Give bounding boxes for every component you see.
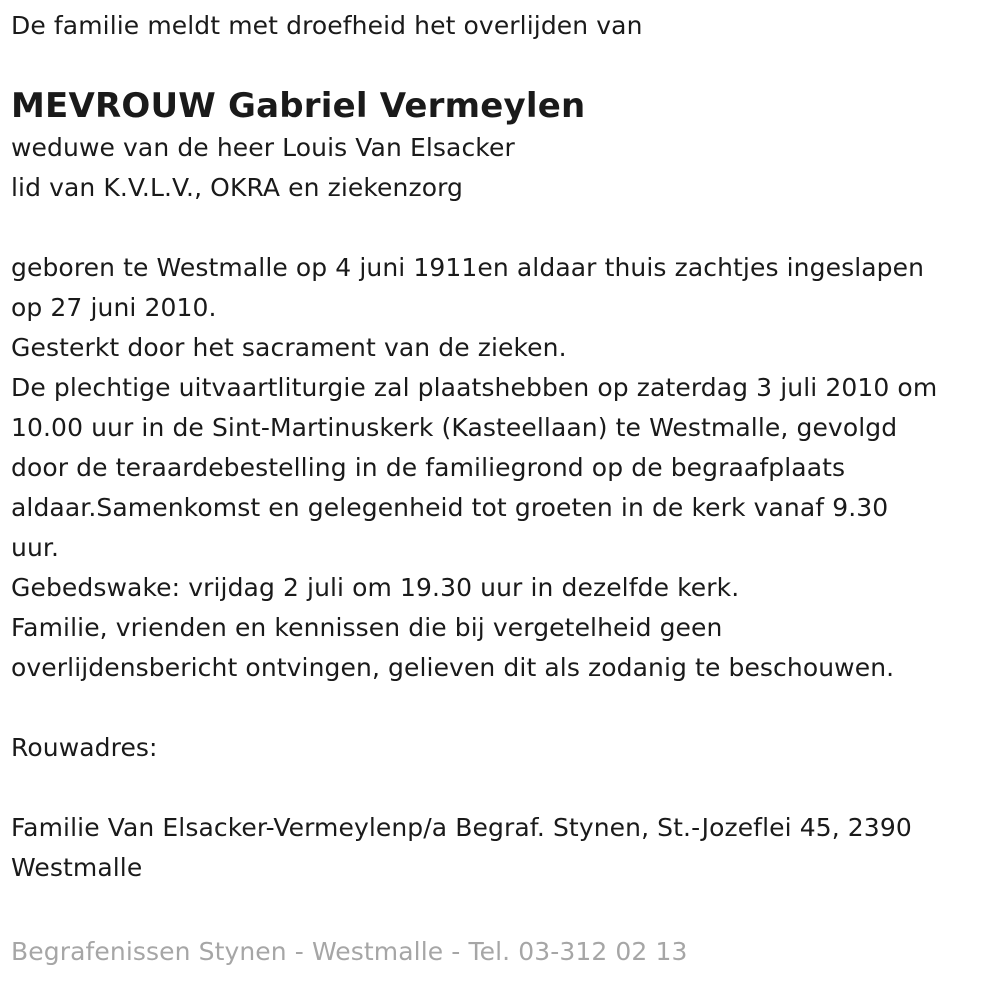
body-line: Gebedswake: vrijdag 2 juli om 19.30 uur in dezelfde kerk.	[11, 573, 740, 602]
address-label: Rouwadres:	[11, 733, 158, 762]
body-line: Familie, vrienden en kennissen die bij vergetelheid geen	[11, 613, 723, 642]
body-line: 10.00 uur in de Sint-Martinuskerk (Kasteellaan) te Westmalle, gevolgd	[11, 413, 898, 442]
body-line: De plechtige uitvaartliturgie zal plaatshebben op zaterdag 3 juli 2010 om	[11, 373, 938, 402]
membership-text: lid van K.V.L.V., OKRA en ziekenzorg	[11, 173, 464, 202]
body-line: aldaar.Samenkomst en gelegenheid tot groeten in de kerk vanaf 9.30	[11, 493, 889, 522]
spacer	[11, 768, 991, 808]
body-line: geboren te Westmalle op 4 juni 1911en aldaar thuis zachtjes ingeslapen	[11, 253, 925, 282]
spacer	[11, 688, 991, 728]
relation-text: weduwe van de heer Louis Van Elsacker	[11, 133, 515, 162]
deceased-name: MEVROUW Gabriel Vermeylen	[11, 86, 586, 126]
spacer	[11, 208, 991, 248]
intro-text: De familie meldt met droefheid het overlijden van	[11, 11, 643, 40]
body-line: Gesterkt door het sacrament van de zieken.	[11, 333, 567, 362]
funeral-home-footer: Begrafenissen Stynen - Westmalle - Tel. 03-312 02 13	[11, 937, 688, 966]
body-line: uur.	[11, 533, 60, 562]
body-line: op 27 juni 2010.	[11, 293, 217, 322]
body-line: door de teraardebestelling in de familiegrond op de begraafplaats	[11, 453, 846, 482]
obituary-notice	[11, 6, 991, 888]
body-line: overlijdensbericht ontvingen, gelieven dit als zodanig te beschouwen.	[11, 653, 895, 682]
address-line: Familie Van Elsacker-Vermeylenp/a Begraf. Stynen, St.-Jozeflei 45, 2390	[11, 813, 912, 842]
address-line: Westmalle	[11, 853, 143, 882]
